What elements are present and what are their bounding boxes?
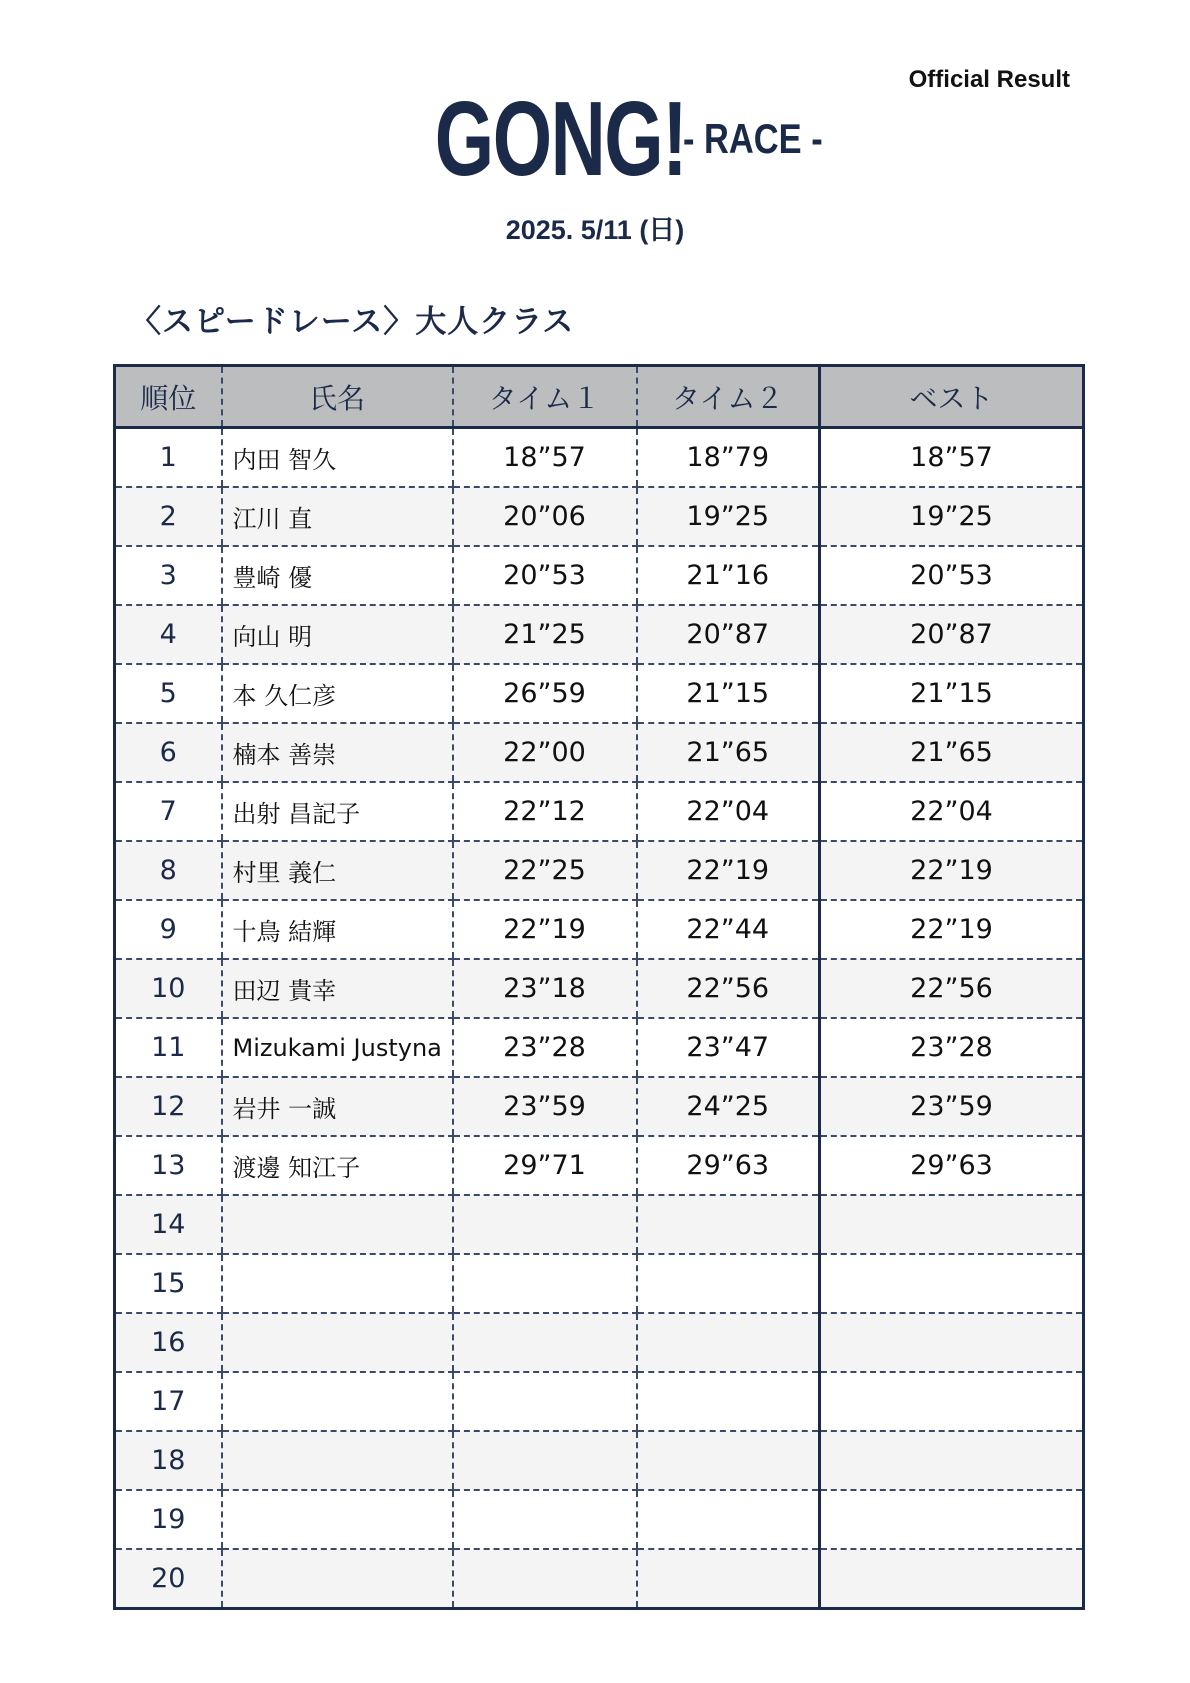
table-row: [115, 1254, 1084, 1313]
time2-cell: 22”44: [637, 900, 820, 959]
time2-cell: 23”47: [637, 1018, 820, 1077]
table-row: [115, 487, 1084, 546]
time1-cell: 22”25: [453, 841, 637, 900]
time1-cell: [453, 1195, 637, 1254]
table-row: [115, 723, 1084, 782]
table-row: [115, 1136, 1084, 1195]
time1-cell: [453, 1549, 637, 1609]
rank-cell: 19: [115, 1490, 222, 1549]
results-body: [115, 428, 1084, 1609]
time2-cell: [637, 1431, 820, 1490]
section-title: 〈スピードレース〉大人クラス: [130, 304, 575, 340]
best-cell: 19”25: [820, 487, 1084, 546]
name-cell: [222, 1490, 453, 1549]
column-header-rank: 順位: [115, 366, 222, 428]
time1-cell: [453, 1372, 637, 1431]
rank-cell: 15: [115, 1254, 222, 1313]
rank-cell: 4: [115, 605, 222, 664]
time1-cell: 18”57: [453, 428, 637, 488]
time2-cell: 22”04: [637, 782, 820, 841]
table-row: [115, 664, 1084, 723]
best-cell: 21”65: [820, 723, 1084, 782]
time1-cell: [453, 1490, 637, 1549]
column-header-time1: タイム１: [453, 366, 637, 428]
name-cell: [222, 1549, 453, 1609]
name-cell: [222, 1431, 453, 1490]
table-row: [115, 1431, 1084, 1490]
official-result-label: Official Result: [908, 66, 1070, 93]
best-cell: [820, 1372, 1084, 1431]
best-cell: 18”57: [820, 428, 1084, 488]
table-row: [115, 1549, 1084, 1609]
best-cell: 22”04: [820, 782, 1084, 841]
time2-cell: [637, 1313, 820, 1372]
time2-cell: [637, 1549, 820, 1609]
time1-cell: 20”06: [453, 487, 637, 546]
name-cell: 村里 義仁: [222, 841, 453, 900]
time2-cell: 24”25: [637, 1077, 820, 1136]
time1-cell: 23”59: [453, 1077, 637, 1136]
table-row: [115, 782, 1084, 841]
table-row: [115, 1490, 1084, 1549]
table-row: [115, 546, 1084, 605]
best-cell: [820, 1431, 1084, 1490]
rank-cell: 1: [115, 428, 222, 488]
time2-cell: 22”19: [637, 841, 820, 900]
table-row: [115, 1313, 1084, 1372]
rank-cell: 10: [115, 959, 222, 1018]
results-table: [113, 364, 1085, 1610]
table-row: [115, 959, 1084, 1018]
best-cell: 20”87: [820, 605, 1084, 664]
time1-cell: 23”28: [453, 1018, 637, 1077]
time1-cell: [453, 1431, 637, 1490]
rank-cell: 17: [115, 1372, 222, 1431]
name-cell: [222, 1195, 453, 1254]
name-cell: 豊崎 優: [222, 546, 453, 605]
time1-cell: 22”12: [453, 782, 637, 841]
best-cell: 21”15: [820, 664, 1084, 723]
rank-cell: 20: [115, 1549, 222, 1609]
rank-cell: 3: [115, 546, 222, 605]
rank-cell: 18: [115, 1431, 222, 1490]
name-cell: 本 久仁彦: [222, 664, 453, 723]
name-cell: 渡邊 知江子: [222, 1136, 453, 1195]
best-cell: 23”28: [820, 1018, 1084, 1077]
rank-cell: 6: [115, 723, 222, 782]
table-row: [115, 841, 1084, 900]
table-row: [115, 605, 1084, 664]
time2-cell: 20”87: [637, 605, 820, 664]
rank-cell: 9: [115, 900, 222, 959]
best-cell: 23”59: [820, 1077, 1084, 1136]
name-cell: 内田 智久: [222, 428, 453, 488]
time1-cell: 22”19: [453, 900, 637, 959]
best-cell: [820, 1549, 1084, 1609]
name-cell: 楠本 善崇: [222, 723, 453, 782]
time2-cell: 19”25: [637, 487, 820, 546]
name-cell: 田辺 貴幸: [222, 959, 453, 1018]
name-cell: 出射 昌記子: [222, 782, 453, 841]
best-cell: [820, 1195, 1084, 1254]
name-cell: 向山 明: [222, 605, 453, 664]
time1-cell: [453, 1313, 637, 1372]
time1-cell: 20”53: [453, 546, 637, 605]
time1-cell: 29”71: [453, 1136, 637, 1195]
rank-cell: 14: [115, 1195, 222, 1254]
time1-cell: 21”25: [453, 605, 637, 664]
time2-cell: [637, 1195, 820, 1254]
best-cell: 22”19: [820, 900, 1084, 959]
best-cell: [820, 1490, 1084, 1549]
event-logo: [0, 80, 1190, 198]
name-cell: Mizukami Justyna: [222, 1018, 453, 1077]
column-header-time2: タイム２: [637, 366, 820, 428]
table-row: [115, 1018, 1084, 1077]
name-cell: [222, 1254, 453, 1313]
time2-cell: 21”65: [637, 723, 820, 782]
time2-cell: 22”56: [637, 959, 820, 1018]
rank-cell: 7: [115, 782, 222, 841]
table-row: [115, 1077, 1084, 1136]
rank-cell: 11: [115, 1018, 222, 1077]
rank-cell: 16: [115, 1313, 222, 1372]
best-cell: 20”53: [820, 546, 1084, 605]
table-row: [115, 1372, 1084, 1431]
event-date: 2025. 5/11 (日): [505, 215, 685, 245]
name-cell: 十鳥 結輝: [222, 900, 453, 959]
best-cell: 22”19: [820, 841, 1084, 900]
best-cell: [820, 1313, 1084, 1372]
time1-cell: 22”00: [453, 723, 637, 782]
name-cell: 江川 直: [222, 487, 453, 546]
table-row: [115, 900, 1084, 959]
rank-cell: 5: [115, 664, 222, 723]
time2-cell: [637, 1490, 820, 1549]
rank-cell: 12: [115, 1077, 222, 1136]
time2-cell: 29”63: [637, 1136, 820, 1195]
time1-cell: 23”18: [453, 959, 637, 1018]
rank-cell: 2: [115, 487, 222, 546]
time2-cell: [637, 1372, 820, 1431]
logo-sub-text: - RACE -: [682, 115, 823, 162]
time2-cell: 21”15: [637, 664, 820, 723]
column-header-name: 氏名: [222, 366, 453, 428]
time2-cell: 21”16: [637, 546, 820, 605]
best-cell: [820, 1254, 1084, 1313]
rank-cell: 8: [115, 841, 222, 900]
table-row: [115, 428, 1084, 488]
best-cell: 29”63: [820, 1136, 1084, 1195]
table-header-row: [115, 366, 1084, 428]
time1-cell: [453, 1254, 637, 1313]
time2-cell: [637, 1254, 820, 1313]
rank-cell: 13: [115, 1136, 222, 1195]
logo-main-text: GONG!: [434, 80, 686, 198]
column-header-best: ベスト: [820, 366, 1084, 428]
name-cell: [222, 1372, 453, 1431]
table-row: [115, 1195, 1084, 1254]
best-cell: 22”56: [820, 959, 1084, 1018]
name-cell: [222, 1313, 453, 1372]
time1-cell: 26”59: [453, 664, 637, 723]
time2-cell: 18”79: [637, 428, 820, 488]
name-cell: 岩井 一誠: [222, 1077, 453, 1136]
